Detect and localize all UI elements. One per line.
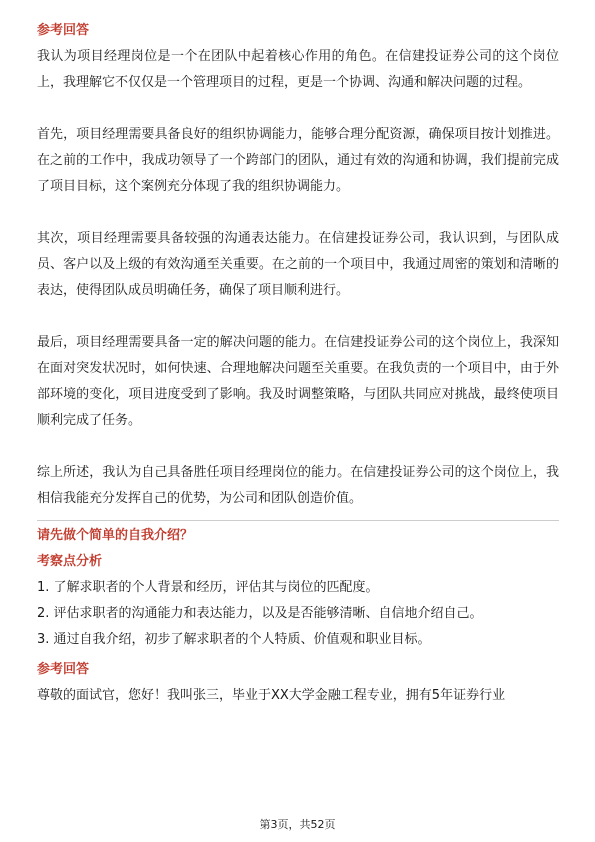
answer-paragraph: 最后，项目经理需要具备一定的解决问题的能力。在信建投证券公司的这个岗位上，我深知在面对突发状况时，如何快速、合理地解决问题至关重要。在我负责的一个项目中，由于外部环境的变化，项目进度受到了影响。我及时调整策略，与团队共同应对挑战，最终使项目顺利完成了任务。 — [37, 335, 559, 428]
page-content — [37, 22, 559, 709]
answer-paragraph: 其次，项目经理需要具备较强的沟通表达能力。在信建投证券公司，我认识到，与团队成员、客户以及上级的有效沟通至关重要。在之前的一个项目中，我通过周密的策划和清晰的表达，使得团队成员明确任务，确保了项目顺利进行。 — [37, 231, 559, 298]
analysis-point: 2. 评估求职者的沟通能力和表达能力，以及是否能够清晰、自信地介绍自己。 — [37, 606, 483, 621]
answer-paragraph: 首先，项目经理需要具备良好的组织协调能力，能够合理分配资源，确保项目按计划推进。在之前的工作中，我成功领导了一个跨部门的团队，通过有效的沟通和协调，我们提前完成了项目目标，这个案例充分体现了我的组织协调能力。 — [37, 127, 559, 194]
answer-heading: 参考回答 — [37, 23, 90, 38]
analysis-point: 1. 了解求职者的个人背景和经历，评估其与岗位的匹配度。 — [37, 580, 379, 595]
question-heading: 请先做个简单的自我介绍？ — [37, 528, 194, 543]
answer-paragraph: 综上所述，我认为自己具备胜任项目经理岗位的能力。在信建投证券公司的这个岗位上，我相信我能充分发挥自己的优势，为公司和团队创造价值。 — [37, 465, 559, 506]
page-number: 第3页，共52页 — [259, 818, 336, 831]
analysis-point: 3. 通过自我介绍，初步了解求职者的个人特质、价值观和职业目标。 — [37, 632, 431, 647]
answer-paragraph: 我认为项目经理岗位是一个在团队中起着核心作用的角色。在信建投证券公司的这个岗位上，我理解它不仅仅是一个管理项目的过程，更是一个协调、沟通和解决问题的过程。 — [37, 49, 559, 90]
analysis-heading: 考察点分析 — [37, 554, 103, 569]
section-divider — [37, 520, 559, 521]
answer-heading: 参考回答 — [37, 662, 90, 677]
answer-paragraph: 尊敬的面试官，您好！我叫张三，毕业于XX大学金融工程专业，拥有5年证券行业 — [37, 688, 506, 703]
